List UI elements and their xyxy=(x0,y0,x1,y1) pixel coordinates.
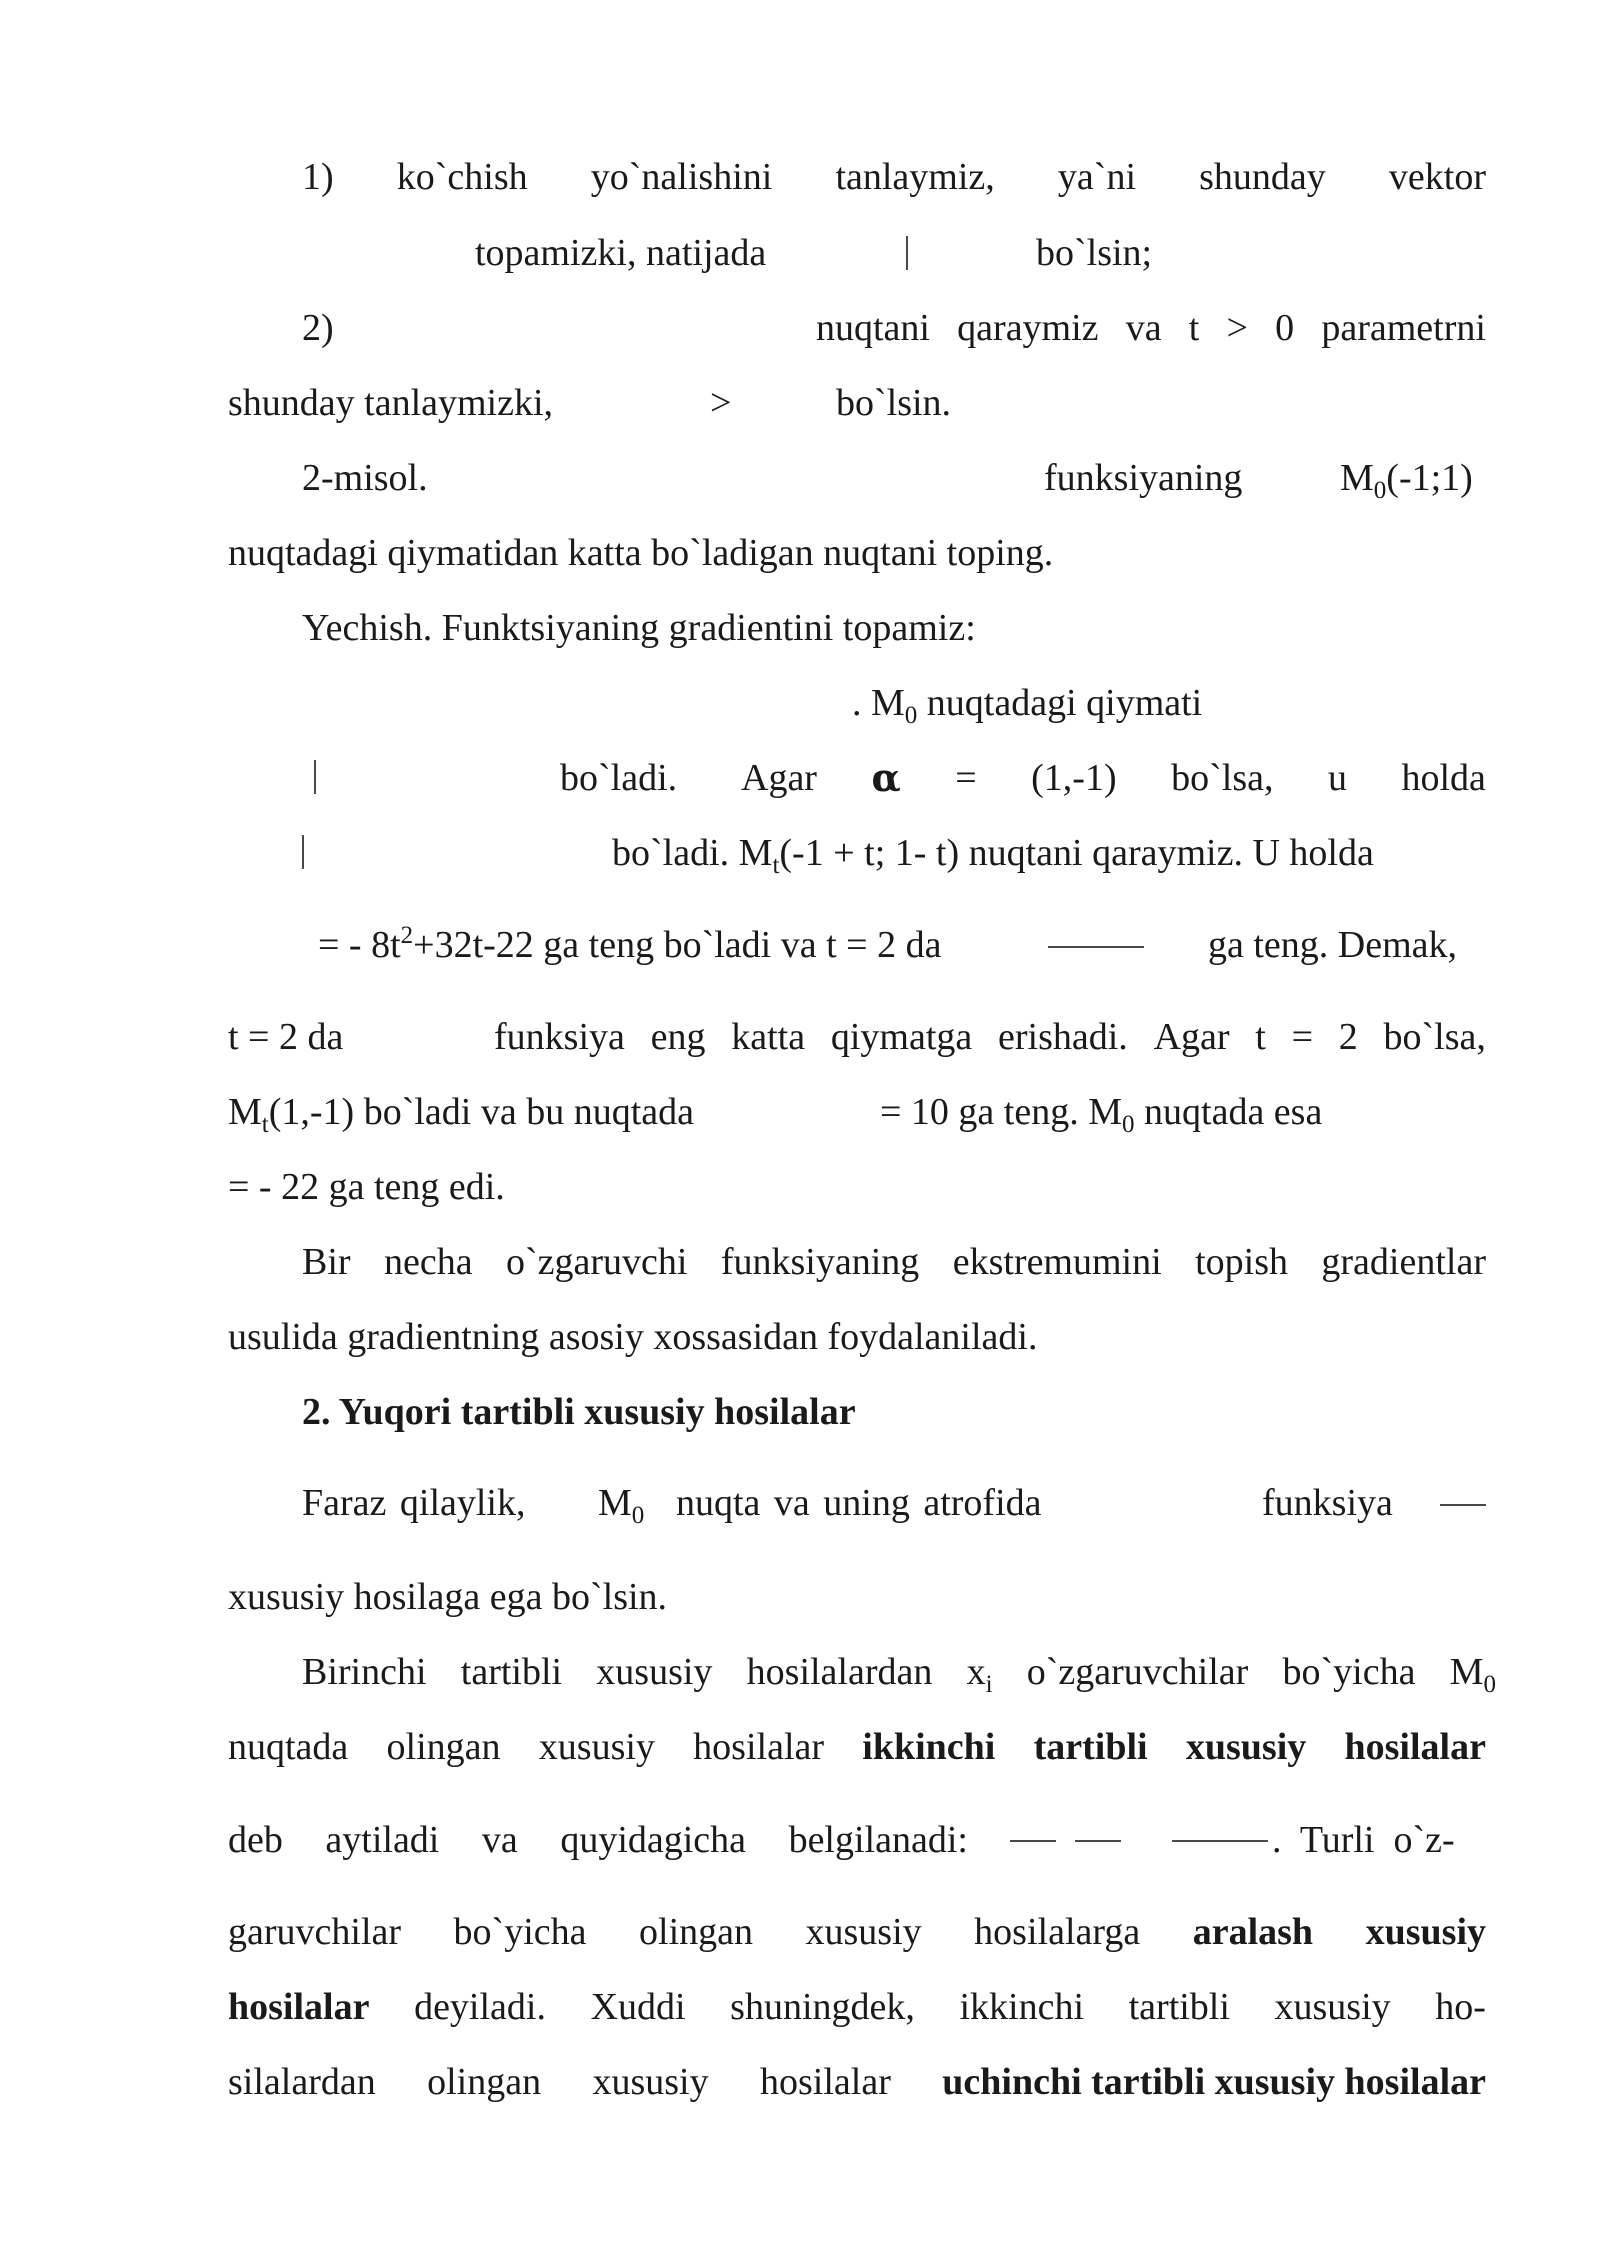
word: va xyxy=(481,1819,518,1861)
word: yo`nalishini xyxy=(590,156,773,198)
bold-term: hosilalar xyxy=(228,1986,370,2028)
word: Agar xyxy=(741,757,817,799)
word: belgilanadi: xyxy=(788,1819,968,1861)
text-line-4a: shunday tanlaymizki, xyxy=(228,382,554,424)
section-heading: 2. Yuqori tartibli xususiy hosilalar xyxy=(302,1391,856,1433)
word: tanlaymiz, xyxy=(835,156,995,198)
word: xususiy xyxy=(1274,1986,1391,2028)
word: holda xyxy=(1401,757,1486,799)
fraction-bar xyxy=(1440,1504,1486,1506)
word: nuqtada xyxy=(228,1726,349,1768)
text-line-14: = - 22 ga teng edi. xyxy=(228,1166,505,1208)
bold-term: tartibli xyxy=(1033,1726,1148,1768)
word: xususiy xyxy=(596,1651,713,1693)
word: hosilalar xyxy=(760,2061,891,2103)
text-line-15 xyxy=(302,1239,1486,1285)
text-line-5b: funksiyaning xyxy=(1044,457,1243,499)
word: tartibli xyxy=(460,1651,563,1693)
word: = xyxy=(955,757,977,799)
text-line-2b: bo`lsin; xyxy=(1036,232,1153,274)
word: > xyxy=(1226,307,1248,349)
text-line-10: bo`ladi. $M_t(-1 + t$; 1- t) nuqtani qaraymiz. U holda xyxy=(612,832,1374,879)
word: (1,-1) xyxy=(1031,757,1117,799)
text-line-11b: ga teng. Demak, xyxy=(1208,924,1458,966)
word: olingan xyxy=(386,1726,501,1768)
m0-point: $M_0$ xyxy=(1449,1651,1496,1698)
word: gradientlar xyxy=(1321,1241,1486,1283)
word: hosilalardan xyxy=(746,1651,933,1693)
bold-term: hosilalar xyxy=(1344,1726,1486,1768)
text-line-18c: nuqta va uning atrofida xyxy=(676,1482,1042,1524)
word: necha xyxy=(383,1241,473,1283)
word: ya`ni xyxy=(1057,156,1136,198)
word: t xyxy=(1188,307,1200,349)
bold-term: aralash xyxy=(1192,1911,1314,1953)
text-line-11a: = - $8t^2+32t-22$ ga teng bo`ladi va t = 2 da xyxy=(318,922,942,966)
word: vektor xyxy=(1388,156,1486,198)
word: bo`lsa, xyxy=(1383,1016,1486,1058)
word: katta xyxy=(731,1016,806,1058)
word: 1) xyxy=(302,156,334,198)
text-line-13b: = 10 ga teng. $M_0$ nuqtada esa xyxy=(880,1091,1323,1138)
text-line-16: usulida gradientning asosiy xossasidan foydalaniladi. xyxy=(228,1316,1038,1358)
word: qaraymiz xyxy=(957,307,1099,349)
text-line-4b: > xyxy=(710,382,732,424)
alpha-symbol: α xyxy=(871,755,901,800)
text-line-18d: funksiya xyxy=(1262,1482,1393,1524)
formula-abs-bar xyxy=(302,835,304,869)
text-line-8: . $M_0$ nuqtadagi qiymati xyxy=(852,682,1203,729)
word: shunday xyxy=(1199,156,1326,198)
text-line-3a: 2) xyxy=(302,307,334,349)
text-line-1 xyxy=(302,154,1486,200)
word: erishadi. xyxy=(998,1016,1128,1058)
word: xususiy xyxy=(805,1911,922,1953)
word: nuqtani xyxy=(816,307,930,349)
word: ikkinchi xyxy=(959,1986,1085,2028)
text-line-21 xyxy=(228,1724,1486,1770)
text-line-18a: Faraz qilaylik, xyxy=(302,1482,526,1524)
word: bo`yicha xyxy=(1282,1651,1416,1693)
text-line-5c: $M_0(-1;1)$ xyxy=(1340,457,1473,504)
text-line-9b xyxy=(741,755,1486,801)
text-line-19: xususiy hosilaga ega bo`lsin. xyxy=(228,1576,668,1618)
text-line-18b: $M_0$ xyxy=(598,1482,645,1529)
word: ko`chish xyxy=(396,156,528,198)
word: aytiladi xyxy=(325,1819,440,1861)
word: bo`lsa, xyxy=(1171,757,1274,799)
word: qiymatga xyxy=(830,1016,973,1058)
word: funksiyaning xyxy=(720,1241,920,1283)
word: parametrni xyxy=(1321,307,1486,349)
word: = xyxy=(1291,1016,1314,1058)
formula-abs-bar xyxy=(314,760,316,794)
text-line-20 xyxy=(302,1649,1496,1700)
word: bo`yicha xyxy=(453,1911,587,1953)
word: t xyxy=(1255,1016,1266,1058)
text-line-22b: . Turli o`z- xyxy=(1272,1819,1455,1861)
example-label: 2-misol. xyxy=(302,457,428,499)
fraction-bar xyxy=(1172,1840,1268,1842)
word: topish xyxy=(1195,1241,1288,1283)
text-line-22a xyxy=(228,1817,968,1863)
word: o`zgaruvchilar xyxy=(1026,1651,1249,1693)
word: funksiya xyxy=(494,1016,625,1058)
word: Agar xyxy=(1153,1016,1230,1058)
word: hosilalar xyxy=(693,1726,825,1768)
fraction-bar xyxy=(1075,1840,1121,1842)
text-line-2a: topamizki, natijada xyxy=(475,232,767,274)
word: Bir xyxy=(302,1241,351,1283)
xi-variable: $x_i$ xyxy=(966,1651,993,1698)
word: garuvchilar xyxy=(228,1911,402,1953)
bold-term: uchinchi tartibli xususiy hosilalar xyxy=(942,2061,1486,2103)
word: Birinchi xyxy=(302,1651,427,1693)
text-line-9a: bo`ladi. xyxy=(560,757,678,799)
fraction-bar xyxy=(1010,1840,1056,1842)
text-line-25 xyxy=(228,2059,1486,2105)
bold-term: ikkinchi xyxy=(862,1726,996,1768)
word: va xyxy=(1125,307,1162,349)
word: deyiladi. xyxy=(414,1986,546,2028)
word: o`zgaruvchi xyxy=(505,1241,688,1283)
text-line-13a: $M_t(1,-1)$ bo`ladi va bu nuqtada xyxy=(228,1091,695,1138)
bold-term: xususiy xyxy=(1185,1726,1307,1768)
word: quyidagicha xyxy=(560,1819,747,1861)
fraction-bar xyxy=(1048,946,1144,948)
text-line-12b xyxy=(494,1014,1486,1060)
text-line-3b xyxy=(816,305,1486,351)
text-line-4c: bo`lsin. xyxy=(836,382,952,424)
bold-term: xususiy xyxy=(1365,1911,1486,1953)
text-line-7: Yechish. Funktsiyaning gradientini topamiz: xyxy=(302,607,976,649)
word: 0 xyxy=(1275,307,1295,349)
word: Xuddi xyxy=(590,1986,686,2028)
text-line-12a: t = 2 da xyxy=(228,1016,344,1058)
word: xususiy xyxy=(592,2061,709,2103)
word: xususiy xyxy=(538,1726,655,1768)
formula-abs-bar xyxy=(906,236,908,270)
word: silalardan xyxy=(228,2061,376,2103)
word: hosilalarga xyxy=(974,1911,1141,1953)
word: ekstremumini xyxy=(952,1241,1162,1283)
word: ho- xyxy=(1435,1986,1486,2028)
text-line-24 xyxy=(228,1984,1486,2030)
word: olingan xyxy=(427,2061,542,2103)
word: shuningdek, xyxy=(730,1986,915,2028)
word: tartibli xyxy=(1128,1986,1230,2028)
word: u xyxy=(1328,757,1347,799)
word: deb xyxy=(228,1819,283,1861)
text-line-6: nuqtadagi qiymatidan katta bo`ladigan nuqtani toping. xyxy=(228,532,1054,574)
text-line-23 xyxy=(228,1909,1486,1955)
word: olingan xyxy=(639,1911,753,1953)
word: eng xyxy=(650,1016,706,1058)
word: 2 xyxy=(1338,1016,1358,1058)
